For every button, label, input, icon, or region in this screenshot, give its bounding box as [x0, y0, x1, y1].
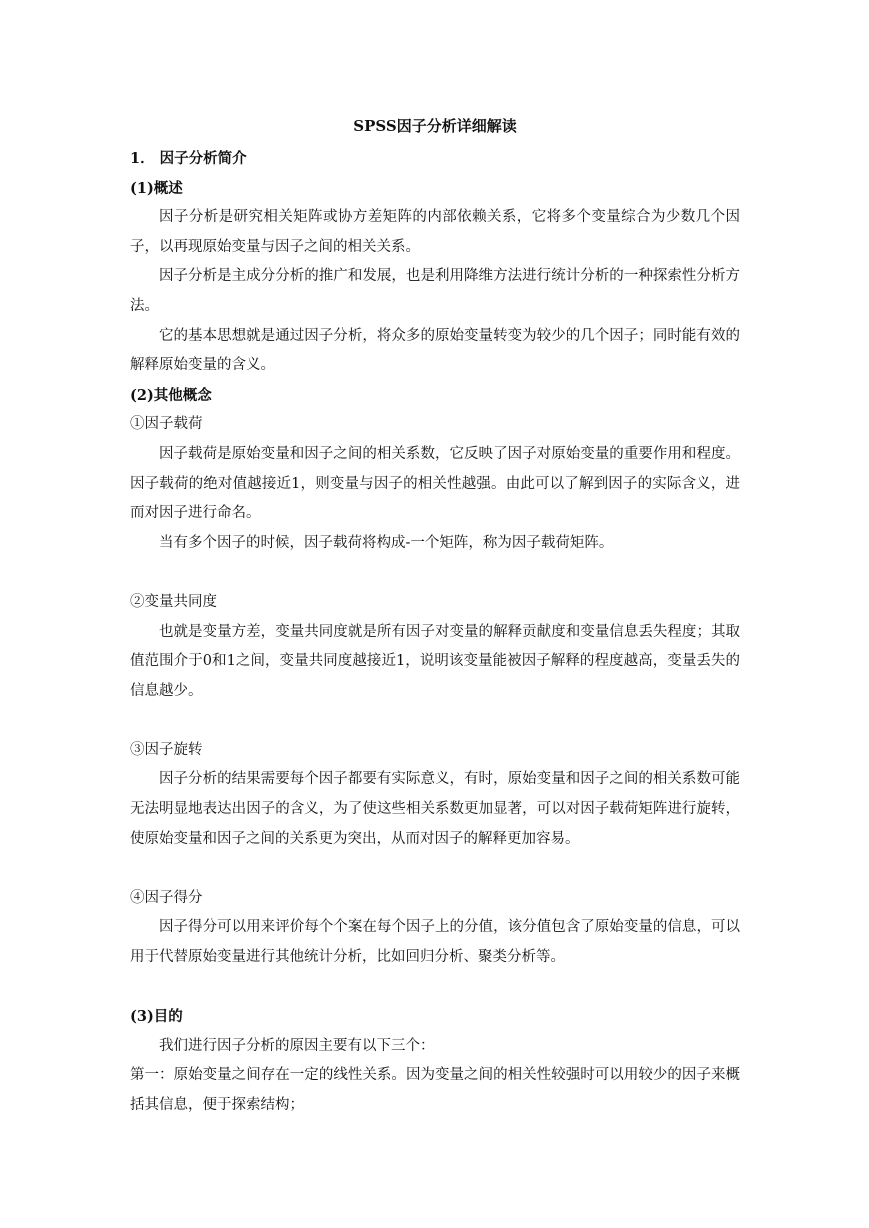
subsection-heading-other-concepts: (2)其他概念 — [130, 386, 212, 404]
section-heading-intro: 1． 因子分析简介 — [130, 150, 247, 167]
concept-paragraph: 因子载荷是原始变量和因子之间的相关系数，它反映了因子对原始变量的重要作用和程度。因子载荷的绝对值越接近1，则变量与因子的相关性越强。由此可以了解到因子的实际含义，进而对因子进行命名。 — [130, 445, 740, 522]
overview-paragraph: 因子分析是研究相关矩阵或协方差矩阵的内部依赖关系，它将多个变量综合为少数几个因子，以再现原始变量与因子之间的相关关系。 — [130, 209, 740, 255]
blank-line — [130, 706, 740, 736]
concept-label-factor-loading: ①因子载荷 — [130, 416, 203, 433]
subsection-heading-purpose: (3)目的 — [130, 1008, 183, 1026]
purpose-first-reason: 第一：原始变量之间存在一定的线性关系。因为变量之间的相关性较强时可以用较少的因子来概括其信息，便于探索结构； — [130, 1067, 740, 1113]
blank-line — [130, 854, 740, 884]
concept-label-communality: ②变量共同度 — [130, 593, 217, 610]
concept-paragraph: 因子分析的结果需要每个因子都要有实际意义，有时，原始变量和因子之间的相关系数可能无法明显地表达出因子的含义，为了使这些相关系数更加显著，可以对因子载荷矩阵进行旋转，使原始变量和因子之间的关系更为突出，从而对因子的解释更加容易。 — [130, 771, 740, 847]
overview-paragraph: 因子分析是主成分分析的推广和发展，也是利用降维方法进行统计分析的一种探索性分析方法。 — [130, 268, 740, 314]
concept-label-factor-score: ④因子得分 — [130, 889, 203, 906]
concept-paragraph: 也就是变量方差，变量共同度就是所有因子对变量的解释贡献度和变量信息丢失程度；其取值范围介于0和1之间，变量共同度越接近1，说明该变量能被因子解释的程度越高，变量丢失的信息越少。 — [130, 623, 740, 699]
concept-paragraph: 当有多个因子的时候，因子载荷将构成-一个矩阵，称为因子载荷矩阵。 — [159, 534, 614, 551]
blank-line — [130, 558, 740, 588]
blank-line — [130, 973, 740, 1003]
concept-label-factor-rotation: ③因子旋转 — [130, 741, 203, 758]
overview-paragraph: 它的基本思想就是通过因子分析，将众多的原始变量转变为较少的几个因子；同时能有效的解释原始变量的含义。 — [130, 327, 740, 374]
document-title: SPSS因子分析详细解读 — [353, 117, 517, 135]
subsection-heading-overview: (1)概述 — [130, 179, 183, 197]
document-body — [130, 112, 740, 1121]
purpose-intro: 我们进行因子分析的原因主要有以下三个： — [159, 1037, 435, 1054]
concept-paragraph: 因子得分可以用来评价每个个案在每个因子上的分值，该分值包含了原始变量的信息，可以用于代替原始变量进行其他统计分析，比如回归分析、聚类分析等。 — [130, 919, 740, 966]
